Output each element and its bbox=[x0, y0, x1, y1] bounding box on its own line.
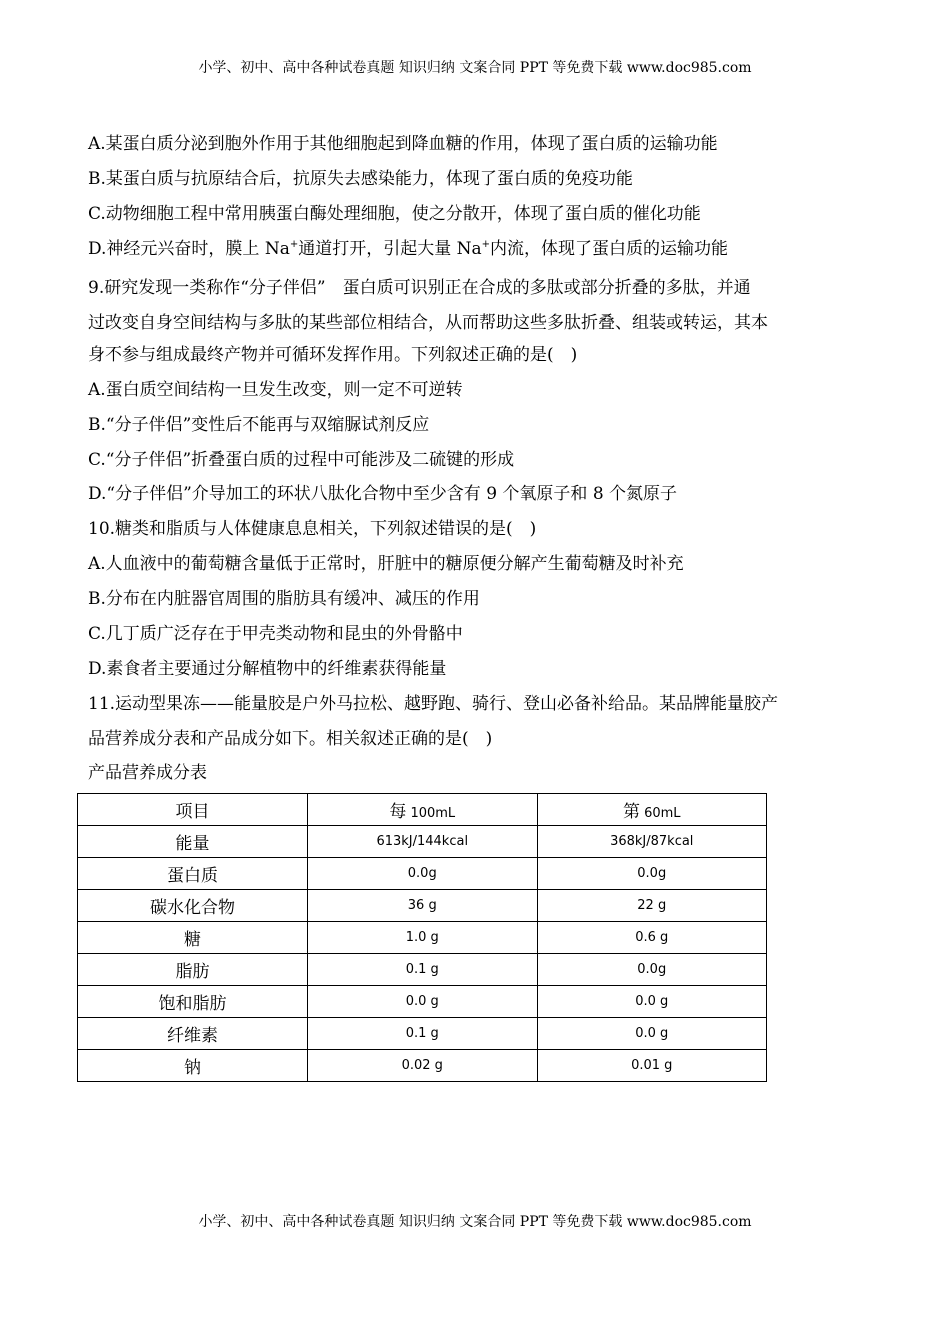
row-per60: 22 g bbox=[537, 890, 767, 922]
table-header-row bbox=[78, 794, 767, 826]
q8-option-a: A.某蛋白质分泌到胞外作用于其他细胞起到降血糖的作用，体现了蛋白质的运输功能 bbox=[88, 134, 718, 154]
row-per60: 0.01 g bbox=[537, 1050, 767, 1082]
table-caption: 产品营养成分表 bbox=[88, 763, 207, 783]
row-item: 钠 bbox=[78, 1050, 308, 1082]
table-row bbox=[78, 986, 767, 1018]
nutrition-table bbox=[77, 793, 767, 1082]
row-per100: 613kJ/144kcal bbox=[308, 826, 538, 858]
q9-stem-line-1: 9.研究发现一类称作“分子伴侣” 蛋白质可识别正在合成的多肽或部分折叠的多肽，并通 bbox=[88, 278, 751, 298]
q9-stem-line-2: 过改变自身空间结构与多肽的某些部位相结合，从而帮助这些多肽折叠、组装或转运，其本 bbox=[88, 313, 768, 333]
row-per60: 0.0g bbox=[537, 858, 767, 890]
row-per60: 0.0g bbox=[537, 954, 767, 986]
table-row bbox=[78, 954, 767, 986]
row-item: 能量 bbox=[78, 826, 308, 858]
header-per100-cjk: 每 bbox=[389, 802, 407, 822]
row-per60: 368kJ/87kcal bbox=[537, 826, 767, 858]
header-per60 bbox=[537, 794, 767, 826]
q8-option-d-part2: 通道打开，引起大量 Na bbox=[298, 239, 482, 259]
q11-stem-line-1: 11.运动型果冻——能量胶是户外马拉松、越野跑、骑行、登山必备补给品。某品牌能量胶产 bbox=[88, 694, 779, 714]
page-footer: 小学、初中、高中各种试卷真题 知识归纳 文案合同 PPT 等免费下载 www.doc985.com bbox=[198, 1214, 752, 1230]
q8-option-b: B.某蛋白质与抗原结合后，抗原失去感染能力，体现了蛋白质的免疫功能 bbox=[88, 169, 633, 189]
row-per60: 0.6 g bbox=[537, 922, 767, 954]
row-per100: 0.02 g bbox=[308, 1050, 538, 1082]
header-per100 bbox=[308, 794, 538, 826]
q10-option-a: A.人血液中的葡萄糖含量低于正常时，肝脏中的糖原便分解产生葡萄糖及时补充 bbox=[88, 554, 684, 574]
na-superscript-2: + bbox=[481, 239, 491, 250]
row-per100: 0.0g bbox=[308, 858, 538, 890]
q10-stem: 10.糖类和脂质与人体健康息息相关，下列叙述错误的是( ) bbox=[88, 519, 537, 539]
row-item: 纤维素 bbox=[78, 1018, 308, 1050]
table-row bbox=[78, 1018, 767, 1050]
header-per60-cjk: 第 bbox=[622, 802, 640, 822]
row-per100: 0.1 g bbox=[308, 1018, 538, 1050]
q10-option-d: D.素食者主要通过分解植物中的纤维素获得能量 bbox=[88, 659, 447, 679]
na-superscript-1: + bbox=[289, 239, 299, 250]
table-row bbox=[78, 890, 767, 922]
q9-option-b: B.“分子伴侣”变性后不能再与双缩脲试剂反应 bbox=[88, 415, 430, 435]
row-item: 蛋白质 bbox=[78, 858, 308, 890]
row-per100: 0.1 g bbox=[308, 954, 538, 986]
table-row bbox=[78, 858, 767, 890]
row-per100: 1.0 g bbox=[308, 922, 538, 954]
q11-stem-line-2: 品营养成分表和产品成分如下。相关叙述正确的是( ) bbox=[88, 729, 493, 749]
q8-option-d-part1: D.神经元兴奋时，膜上 Na bbox=[88, 239, 290, 259]
q9-stem-line-3: 身不参与组成最终产物并可循环发挥作用。下列叙述正确的是( ) bbox=[88, 345, 578, 365]
row-item: 碳水化合物 bbox=[78, 890, 308, 922]
row-per100: 0.0 g bbox=[308, 986, 538, 1018]
row-item: 糖 bbox=[78, 922, 308, 954]
row-per60: 0.0 g bbox=[537, 1018, 767, 1050]
q10-option-c: C.几丁质广泛存在于甲壳类动物和昆虫的外骨骼中 bbox=[88, 624, 463, 644]
page-header: 小学、初中、高中各种试卷真题 知识归纳 文案合同 PPT 等免费下载 www.doc985.com bbox=[198, 60, 752, 76]
table-row bbox=[78, 1050, 767, 1082]
row-per60: 0.0 g bbox=[537, 986, 767, 1018]
q8-option-d-part3: 内流，体现了蛋白质的运输功能 bbox=[490, 239, 729, 259]
q9-option-d: D.“分子伴侣”介导加工的环状八肽化合物中至少含有 9 个氧原子和 8 个氮原子 bbox=[88, 484, 678, 504]
row-item: 饱和脂肪 bbox=[78, 986, 308, 1018]
q8-option-c: C.动物细胞工程中常用胰蛋白酶处理细胞，使之分散开，体现了蛋白质的催化功能 bbox=[88, 204, 701, 224]
header-per60-unit: 60mL bbox=[639, 806, 681, 821]
header-item: 项目 bbox=[78, 794, 308, 826]
header-per100-unit: 100mL bbox=[406, 806, 456, 821]
row-item: 脂肪 bbox=[78, 954, 308, 986]
table-row bbox=[78, 826, 767, 858]
q10-option-b: B.分布在内脏器官周围的脂肪具有缓冲、减压的作用 bbox=[88, 589, 480, 609]
row-per100: 36 g bbox=[308, 890, 538, 922]
q9-option-c: C.“分子伴侣”折叠蛋白质的过程中可能涉及二硫键的形成 bbox=[88, 450, 515, 470]
q8-option-d bbox=[88, 238, 728, 260]
q9-option-a: A.蛋白质空间结构一旦发生改变，则一定不可逆转 bbox=[88, 380, 463, 400]
table-row bbox=[78, 922, 767, 954]
